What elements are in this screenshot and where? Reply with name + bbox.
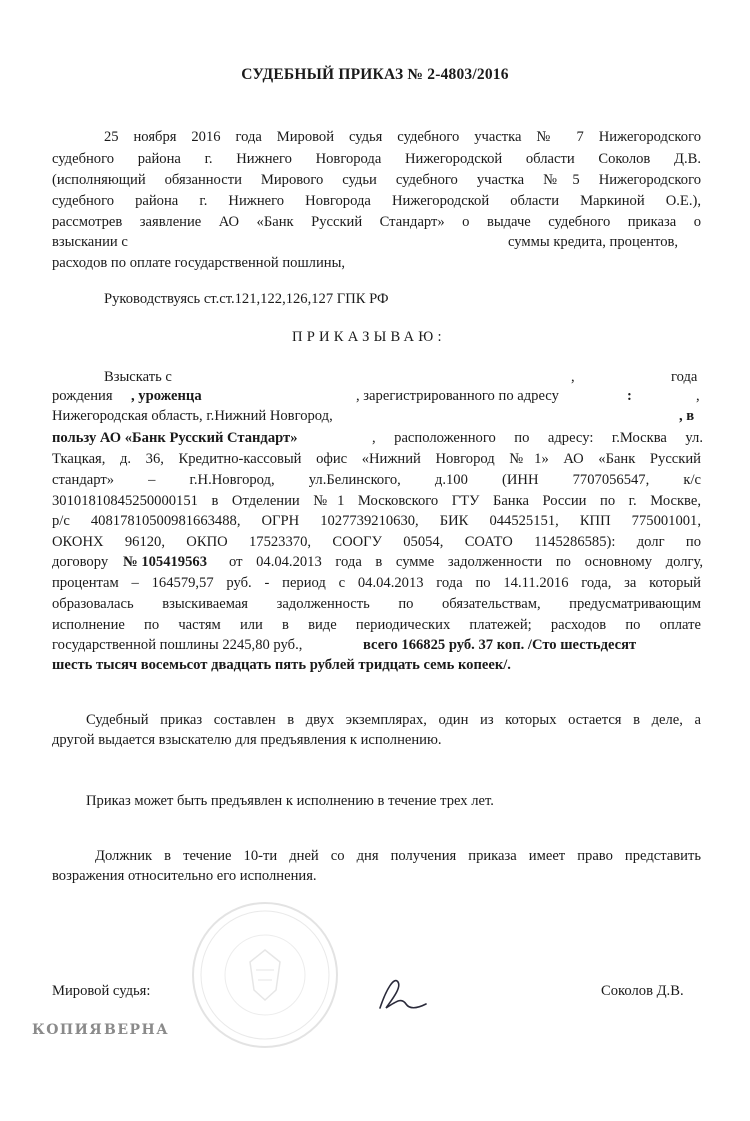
order-line-10c: от 04.04.2013 года в сумме задолженности по основному долгу,: [229, 554, 703, 570]
intro-line-3: (исполняющий обязанности Мирового судьи судебного участка №5 Нижегородского: [52, 172, 701, 188]
intro-line-7: расходов по оплате государственной пошлины,: [52, 255, 346, 271]
order-line-10a: договору: [52, 554, 109, 570]
order-line-5: Ткацкая, д. 36, Кредитно-кассовый офис «Нижний Новгород №1» АО «Банк Русский: [52, 451, 701, 467]
order-line-4a: пользу АО «Банк Русский Стандарт»: [52, 430, 298, 446]
copy-stamp-word-2: ВЕРНА: [104, 1022, 170, 1038]
order-line-10b: № 105419563: [123, 554, 207, 570]
judge-name: Соколов Д.В.: [601, 983, 684, 999]
order-line-2c: , зарегистрированного по адресу: [356, 388, 559, 404]
order-line-2a: рождения: [52, 388, 113, 404]
order-line-14b: всего 166825 руб. 37 коп. /Сто шестьдесят: [363, 637, 637, 653]
order-line-1c: года: [671, 369, 698, 385]
order-line-3b: , в: [679, 408, 695, 424]
order-line-15: шесть тысяч восемьсот двадцать пять рублей тридцать семь копеек/.: [52, 657, 511, 673]
order-line-2d: :: [627, 388, 632, 404]
intro-line-1: 25 ноября 2016 года Мировой судья судебного участка № 7 Нижегородского: [104, 129, 701, 145]
intro-line-4: судебного района г. Нижнего Новгорода Нижегородской области Маркиной О.Е.),: [52, 193, 701, 209]
order-line-11: процентам – 164579,57 руб. - период с 04.04.2013 года по 14.11.2016 года, за который: [52, 575, 701, 591]
intro-line-6b: суммы кредита, процентов,: [508, 234, 679, 250]
order-line-1b: ,: [571, 369, 575, 385]
order-line-6: стандарт» – г.Н.Новгород, ул.Белинского, д.100 (ИНН 7707056547, к/с: [52, 472, 701, 488]
debtor-line-1: Должник в течение 10-ти дней со дня получения приказа имеет право представить: [95, 848, 701, 864]
intro-line-6a: взыскании с: [52, 234, 128, 250]
order-line-9: ОКОНХ 96120, ОКПО 17523370, СООГУ 05054, СОАТО 1145286585): долг по: [52, 534, 701, 550]
order-line-14a: государственной пошлины 2245,80 руб.,: [52, 637, 303, 653]
order-line-2e: ,: [696, 388, 700, 404]
order-word: ПРИКАЗЫВАЮ:: [292, 329, 446, 345]
presented-line: Приказ может быть предъявлен к исполнению в течение трех лет.: [86, 793, 494, 809]
copies-line-2: другой выдается взыскателю для предъявления к исполнению.: [52, 732, 442, 748]
order-line-4b: , расположенного по адресу: г.Москва ул.: [372, 430, 703, 446]
order-line-7: 30101810845250000151 в Отделении №1 Московского ГТУ Банка России по г. Москве,: [52, 493, 701, 509]
debtor-line-2: возражения относительно его исполнения.: [52, 868, 317, 884]
intro-line-5: рассмотрев заявление АО «Банк Русский Стандарт» о выдаче судебного приказа о: [52, 214, 701, 230]
order-line-13: исполнение по частям или в виде периодических платежей; расходов по оплате: [52, 617, 701, 633]
order-line-3a: Нижегородская область, г.Нижний Новгород,: [52, 408, 333, 424]
order-line-2b: , уроженца: [131, 388, 202, 404]
signature-label: Мировой судья:: [52, 983, 151, 999]
order-line-1a: Взыскать с: [104, 369, 172, 385]
guided-by-line: Руководствуясь ст.ст.121,122,126,127 ГПК РФ: [104, 291, 389, 307]
handwritten-signature: [372, 968, 432, 1018]
order-line-8: р/с 40817810500981663488, ОГРН 1027739210630, БИК 044525151, КПП 775001001,: [52, 513, 701, 529]
order-line-12: образовалась взыскиваемая задолженность по обязательствам, предусматривающим: [52, 596, 701, 612]
document-title: СУДЕБНЫЙ ПРИКАЗ № 2-4803/2016: [241, 66, 509, 83]
intro-line-2: судебного района г. Нижнего Новгорода Нижегородской области Соколов Д.В.: [52, 151, 701, 167]
copy-stamp-word-1: КОПИЯ: [32, 1022, 104, 1038]
copies-line-1: Судебный приказ составлен в двух экземплярах, один из которых остается в деле, а: [86, 712, 701, 728]
court-seal-stamp: [190, 900, 340, 1050]
